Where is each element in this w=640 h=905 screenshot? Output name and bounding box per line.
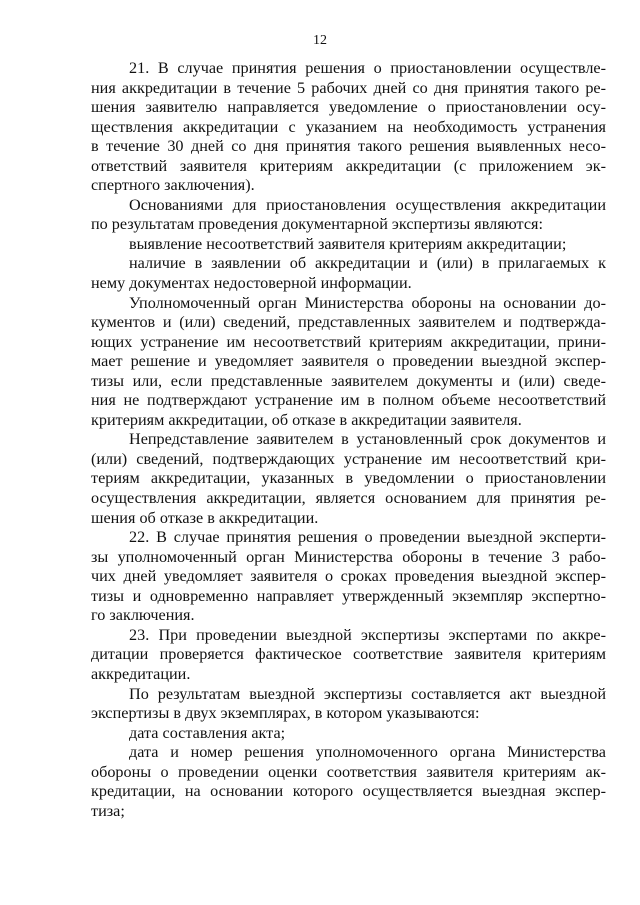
text-line: ответствий заявителя критериям аккредитации (с приложением эк-: [91, 156, 606, 175]
text-line: Основаниями для приостановления осуществления аккредитации: [129, 195, 606, 214]
text-line: (или) сведений, подтверждающих устранение им несоответствий кри-: [91, 449, 606, 468]
text-line: го заключения.: [91, 606, 195, 625]
text-line: 22. В случае принятия решения о проведении выездной эксперти-: [129, 528, 606, 547]
text-line: тиза;: [91, 801, 125, 820]
text-line: кредитации, на основании которого осуществляется выездная экспер-: [91, 782, 606, 801]
text-line: ществления аккредитации с указанием на необходимость устранения: [91, 117, 606, 136]
text-line: По результатам выездной экспертизы составляется акт выездной: [129, 684, 606, 703]
text-line: осуществления аккредитации, является основанием для принятия ре-: [91, 489, 606, 508]
text-line: кументов и (или) сведений, представленных заявителем и подтвержда-: [91, 313, 606, 332]
text-line: 23. При проведении выездной экспертизы экспертами по аккре-: [129, 625, 606, 644]
text-line: дитации проверяется фактическое соответствие заявителя критериям: [91, 645, 606, 664]
page-number: 12: [313, 33, 327, 48]
text-line: спертного заключения).: [91, 176, 255, 195]
text-line: по результатам проведения документарной экспертизы являются:: [91, 215, 543, 234]
text-line: териям аккредитации, указанных в уведомлении о приостановлении: [91, 469, 606, 488]
text-line: критериям аккредитации, об отказе в аккредитации заявителя.: [91, 410, 522, 429]
text-line: дата составления акта;: [129, 723, 286, 742]
text-line: ния не подтверждают устранение им в полном объеме несоответствий: [91, 391, 606, 410]
text-line: ющих устранение им несоответствий критериям аккредитации, прини-: [91, 332, 606, 351]
text-line: Уполномоченный орган Министерства обороны на основании до-: [129, 293, 606, 312]
text-line: Непредставление заявителем в установленный срок документов и: [129, 430, 606, 449]
text-line: тизы и одновременно направляет утвержденный экземпляр экспертно-: [91, 586, 606, 605]
text-line: в течение 30 дней со дня принятия такого решения выявленных несо-: [91, 137, 606, 156]
text-line: выявление несоответствий заявителя критериям аккредитации;: [129, 234, 567, 253]
text-line: дата и номер решения уполномоченного органа Министерства: [129, 743, 606, 762]
text-line: нему документах недостоверной информации.: [91, 274, 412, 293]
text-line: ния аккредитации в течение 5 рабочих дней со дня принятия такого ре-: [91, 78, 606, 97]
text-line: чих дней уведомляет заявителя о сроках проведения выездной экспер-: [91, 567, 606, 586]
text-line: зы уполномоченный орган Министерства обороны в течение 3 рабо-: [91, 547, 606, 566]
text-line: мает решение и уведомляет заявителя о проведении выездной экспер-: [91, 352, 606, 371]
text-line: наличие в заявлении об аккредитации и (или) в прилагаемых к: [129, 254, 606, 273]
text-line: 21. В случае принятия решения о приостановлении осуществле-: [129, 59, 606, 77]
text-line: шения заявителю направляется уведомление о приостановлении осу-: [91, 98, 606, 117]
text-line: экспертизы в двух экземплярах, в котором указываются:: [91, 704, 480, 723]
text-line: аккредитации.: [91, 664, 191, 683]
text-line: обороны о проведении оценки соответствия заявителя критериям ак-: [91, 762, 606, 781]
text-line: тизы или, если представленные заявителем документы и (или) сведе-: [91, 371, 606, 390]
text-line: шения об отказе в аккредитации.: [91, 508, 319, 527]
document-body-text: [91, 59, 606, 821]
